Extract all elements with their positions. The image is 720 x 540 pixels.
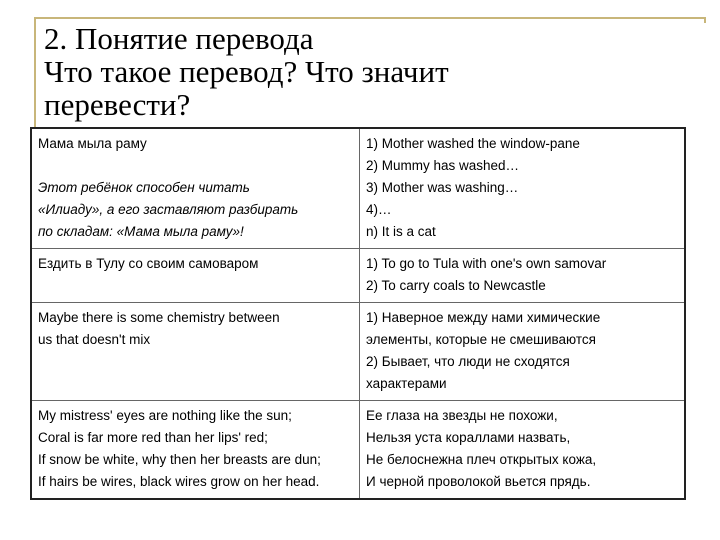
poem-translation-line: Нельзя уста кораллами назвать,: [366, 430, 571, 445]
source-text-cell: [31, 401, 360, 500]
poem-translation-line: И черной проволокой вьется прядь.: [366, 474, 591, 489]
slide-title-line-1: 2. Понятие перевода: [44, 21, 314, 56]
slide-title-line-2: Что такое перевод? Что значит: [44, 54, 449, 89]
source-italic-line: по складам: «Мама мыла раму»!: [38, 224, 244, 239]
slide-frame-left-rule: [34, 17, 36, 129]
translation-cell: [360, 249, 686, 303]
translation-line: 2) Бывает, что люди не сходятся: [366, 354, 570, 369]
translation-cell: [360, 303, 686, 401]
source-line: Maybe there is some chemistry between: [38, 310, 280, 325]
translation-line: элементы, которые не смешиваются: [366, 332, 596, 347]
source-italic-line: Этот ребёнок способен читать: [38, 180, 250, 195]
source-text-cell: [31, 303, 360, 401]
translation-line: 2) To carry coals to Newcastle: [366, 278, 546, 293]
source-line: Мама мыла раму: [38, 136, 147, 151]
translation-line: 1) To go to Tula with one's own samovar: [366, 256, 607, 271]
poem-translation-line: Ее глаза на звезды не похожи,: [366, 408, 558, 423]
slide-frame-right-tick: [704, 17, 706, 23]
translation-examples-table: [30, 127, 686, 500]
source-line: Ездить в Тулу со своим самоваром: [38, 256, 259, 271]
translation-cell: [360, 401, 686, 500]
translation-line: 2) Mummy has washed…: [366, 158, 520, 173]
slide-title-line-3: перевести?: [44, 87, 191, 122]
table-row: [31, 128, 685, 249]
source-line: us that doesn't mix: [38, 332, 151, 347]
table-row: [31, 401, 685, 500]
source-text-cell: [31, 128, 360, 249]
translation-cell: [360, 128, 686, 249]
slide-title: [44, 22, 694, 121]
spacer: [38, 155, 354, 177]
poem-translation-line: Не белоснежна плеч открытых кожа,: [366, 452, 597, 467]
poem-line: If hairs be wires, black wires grow on her head.: [38, 474, 320, 489]
translation-line: 3) Mother was washing…: [366, 180, 519, 195]
source-italic-line: «Илиаду», а его заставляют разбирать: [38, 202, 299, 217]
translation-line: 1) Наверное между нами химические: [366, 310, 601, 325]
table-row: [31, 249, 685, 303]
translation-line: характерами: [366, 376, 447, 391]
source-text-cell: [31, 249, 360, 303]
poem-line: Coral is far more red than her lips' red;: [38, 430, 268, 445]
slide-frame-top-rule: [34, 17, 706, 19]
poem-line: If snow be white, why then her breasts are dun;: [38, 452, 321, 467]
translation-line: n) It is a cat: [366, 224, 436, 239]
translation-line: 1) Mother washed the window-pane: [366, 136, 580, 151]
translation-line: 4)…: [366, 202, 392, 217]
poem-line: My mistress' eyes are nothing like the sun;: [38, 408, 292, 423]
table-row: [31, 303, 685, 401]
